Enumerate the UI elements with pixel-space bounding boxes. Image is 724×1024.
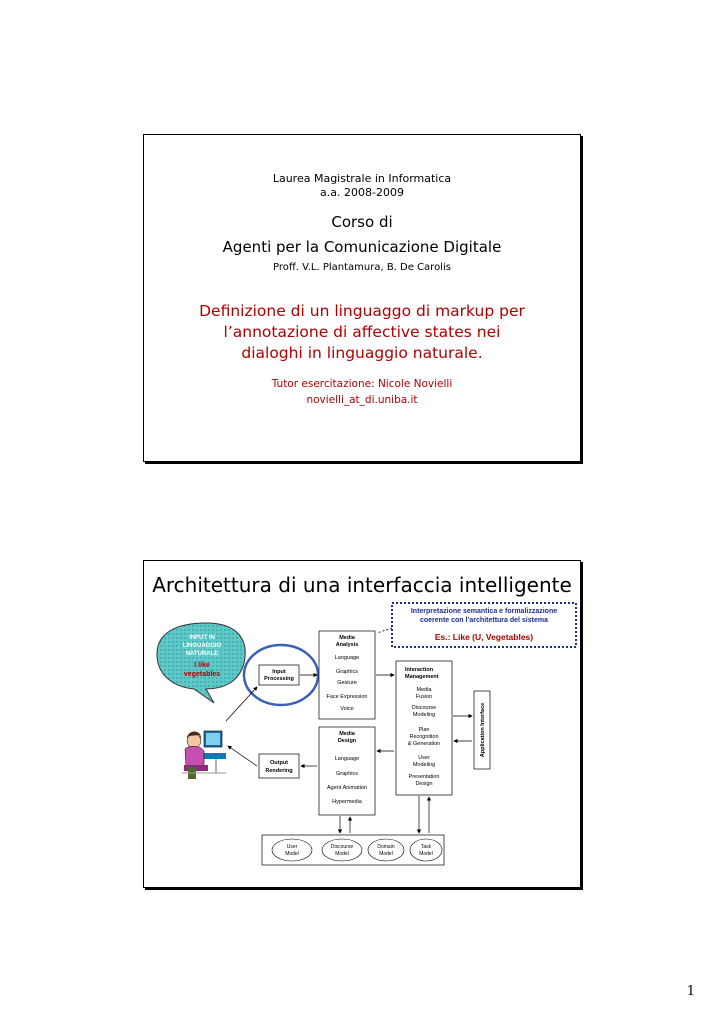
media-analysis-item: Voice — [340, 706, 354, 712]
interaction-item: Design — [415, 781, 433, 787]
interaction-item: User — [418, 755, 430, 761]
degree-line: Laurea Magistrale in Informatica — [272, 172, 452, 185]
model-label: Model — [419, 851, 433, 857]
input-processing-label: Input — [272, 669, 286, 675]
page-number: 1 — [686, 984, 695, 999]
interaction-item: Modeling — [412, 712, 436, 718]
input-processing-label: Processing — [264, 676, 294, 682]
task-model — [410, 839, 442, 861]
interaction-title: Interaction — [405, 667, 434, 673]
bubble-text: INPUT IN — [189, 635, 215, 641]
callout-text: Interpretazione semantica e formalizzazione — [410, 608, 558, 615]
assignment-title-line: l’annotazione di affective states nei — [223, 323, 501, 341]
media-design-item: Agent Animation — [326, 785, 368, 791]
bubble-example: vegetables — [183, 671, 221, 678]
tutor-email: novielli_at_di.uniba.it — [306, 394, 418, 406]
media-analysis-title: Analysis — [335, 642, 359, 648]
course-prefix: Corso di — [331, 213, 393, 231]
assignment-title-line: Definizione di un linguaggo di markup per — [199, 302, 525, 320]
title-slide — [143, 134, 581, 462]
architecture-diagram — [144, 561, 580, 887]
media-design-item: Hypermedia — [332, 799, 362, 805]
bubble-text: LINGUAGGIO — [182, 643, 222, 649]
interaction-item: Presentation — [408, 774, 440, 780]
model-label: Model — [379, 851, 393, 857]
bubble-example: I like — [194, 662, 210, 669]
assignment-title-line: dialoghi in linguaggio naturale. — [241, 344, 483, 362]
domain-model — [368, 839, 404, 861]
user-model — [272, 839, 312, 861]
callout-text: coerente con l’architettura del sistema — [420, 617, 548, 624]
model-label: Model — [285, 851, 299, 857]
callout-connector — [377, 628, 392, 633]
media-analysis-title: Media — [339, 635, 355, 641]
model-label: Model — [335, 851, 349, 857]
output-rendering-label: Output — [269, 760, 289, 766]
interaction-item: Recognition — [409, 734, 439, 740]
input-processing-box — [259, 665, 299, 685]
model-label: Discourse — [330, 844, 354, 850]
callout-example: Es.: Like (U, Vegetables) — [434, 632, 534, 642]
media-analysis-item: Gesture — [337, 680, 357, 686]
media-analysis-item: Graphics — [335, 669, 359, 675]
media-design-title: Design — [337, 738, 357, 744]
discourse-model — [322, 839, 362, 861]
interaction-item: Plan — [418, 727, 430, 733]
interaction-item: & Generation — [407, 741, 441, 747]
model-label: Domain — [377, 844, 395, 850]
bubble-text: NATURALE — [185, 651, 219, 657]
model-label: Task — [420, 844, 432, 850]
assignment-title — [144, 301, 580, 364]
media-analysis-item: Face Expression — [326, 694, 368, 700]
interaction-item: Fusion — [415, 694, 433, 700]
output-rendering-label: Rendering — [265, 768, 293, 774]
interaction-item: Discourse — [411, 705, 437, 711]
slide-title: Architettura di una interfaccia intelligente — [152, 573, 572, 597]
architecture-slide — [143, 560, 581, 888]
tutor: Tutor esercitazione: Nicole Novielli — [271, 378, 453, 390]
interaction-title: Management — [405, 674, 439, 680]
output-rendering-box — [259, 754, 299, 778]
professors: Proff. V.L. Plantamura, B. De Carolis — [273, 262, 451, 273]
media-design-title: Media — [339, 731, 355, 737]
academic-year: a.a. 2008-2009 — [320, 186, 404, 199]
media-design-item: Language — [334, 756, 360, 762]
media-analysis-item: Language — [334, 655, 360, 661]
user-at-computer-image — [182, 731, 226, 779]
model-label: User — [286, 844, 298, 850]
application-interface-label: Application Interface — [480, 702, 486, 758]
course-name: Agenti per la Comunicazione Digitale — [222, 238, 502, 256]
interaction-item: Modeling — [412, 762, 436, 768]
interaction-item: Media — [416, 687, 432, 693]
media-design-item: Graphics — [335, 771, 359, 777]
